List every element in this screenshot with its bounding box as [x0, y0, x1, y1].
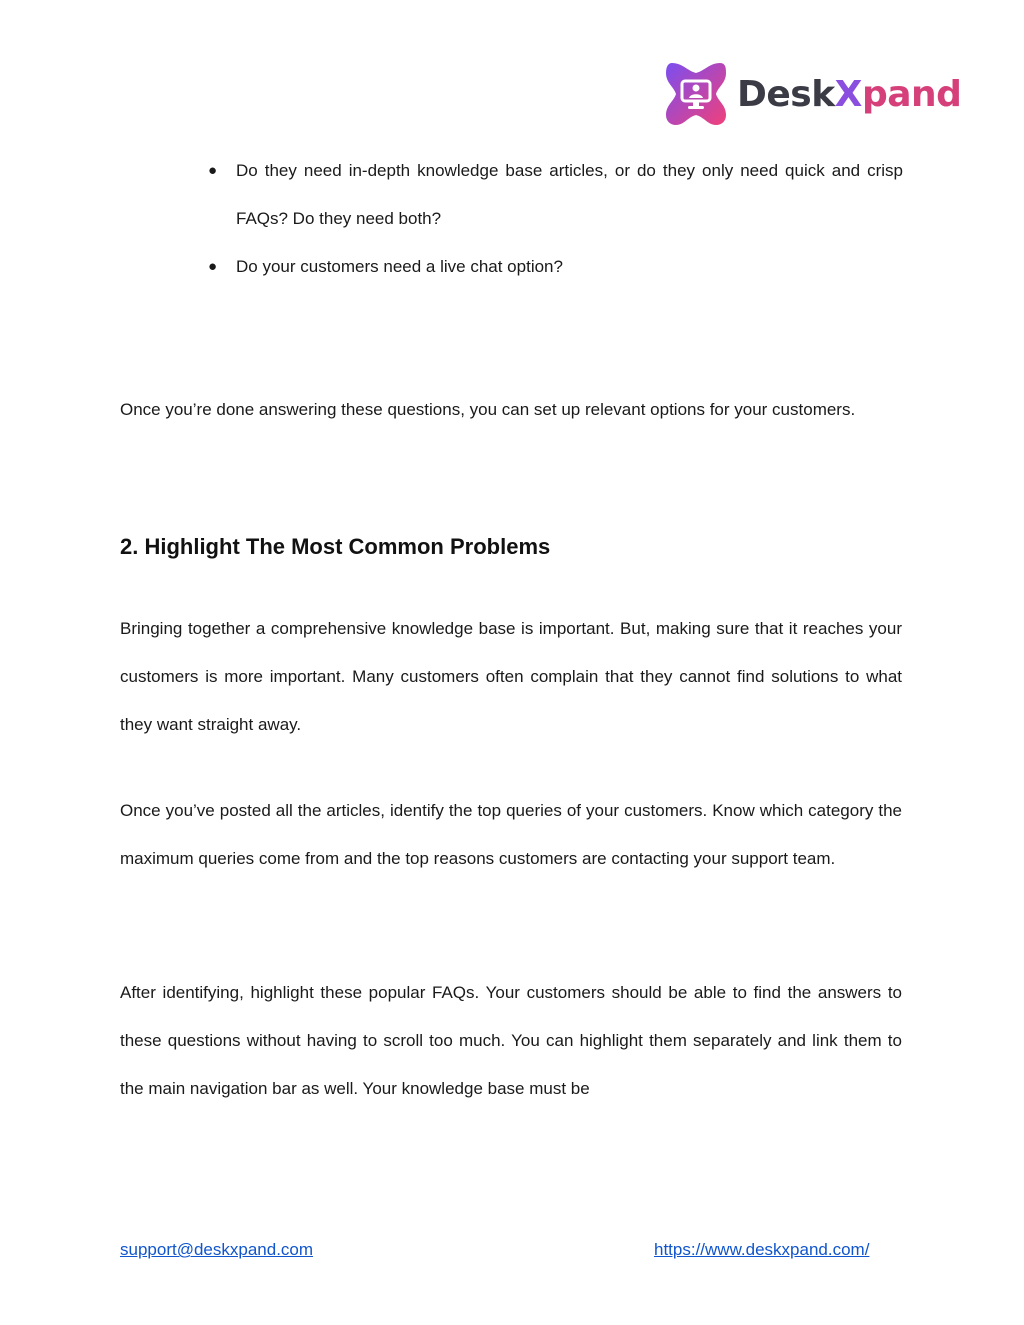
paragraph-intro-end: Once you’re done answering these questions, you can set up relevant options for your customers. [120, 400, 856, 419]
bullet-marker: ● [208, 258, 218, 275]
section-heading: 2. Highlight The Most Common Problems [120, 534, 551, 559]
paragraph-3: After identifying, highlight these popular FAQs. Your customers should be able to find the answers to these questions without having to scroll too much. You can highlight them separately and link them to the main navigation bar as well. Your knowledge base must be [120, 983, 902, 1098]
brand-wordmark-pand: pand [861, 74, 962, 115]
support-email-link[interactable]: support@deskxpand.com [120, 1240, 314, 1259]
bullet-marker: ● [208, 162, 218, 179]
paragraph-1: Bringing together a comprehensive knowledge base is important. But, making sure that it reaches your customers is more important. Many customers often complain that they cannot find solutions to what they want straight away. [120, 619, 902, 734]
list-item [120, 243, 903, 291]
list-item [120, 147, 903, 243]
deskxpand-logo-icon [664, 61, 728, 127]
paragraph-2: Once you’ve posted all the articles, identify the top queries of your customers. Know which category the maximum queries come from and the top reasons customers are contacting your support team. [120, 801, 902, 868]
brand-logo [664, 60, 961, 128]
bullet-text: Do they need in-depth knowledge base articles, or do they only need quick and crisp FAQs? Do they need both? [236, 161, 903, 228]
brand-wordmark-x: X [834, 74, 862, 115]
question-bullet-list [120, 147, 903, 291]
bullet-text: Do your customers need a live chat option? [236, 257, 563, 276]
brand-wordmark [737, 74, 962, 115]
brand-wordmark-desk: Desk [737, 74, 835, 115]
website-link[interactable]: https://www.deskxpand.com/ [654, 1240, 870, 1259]
